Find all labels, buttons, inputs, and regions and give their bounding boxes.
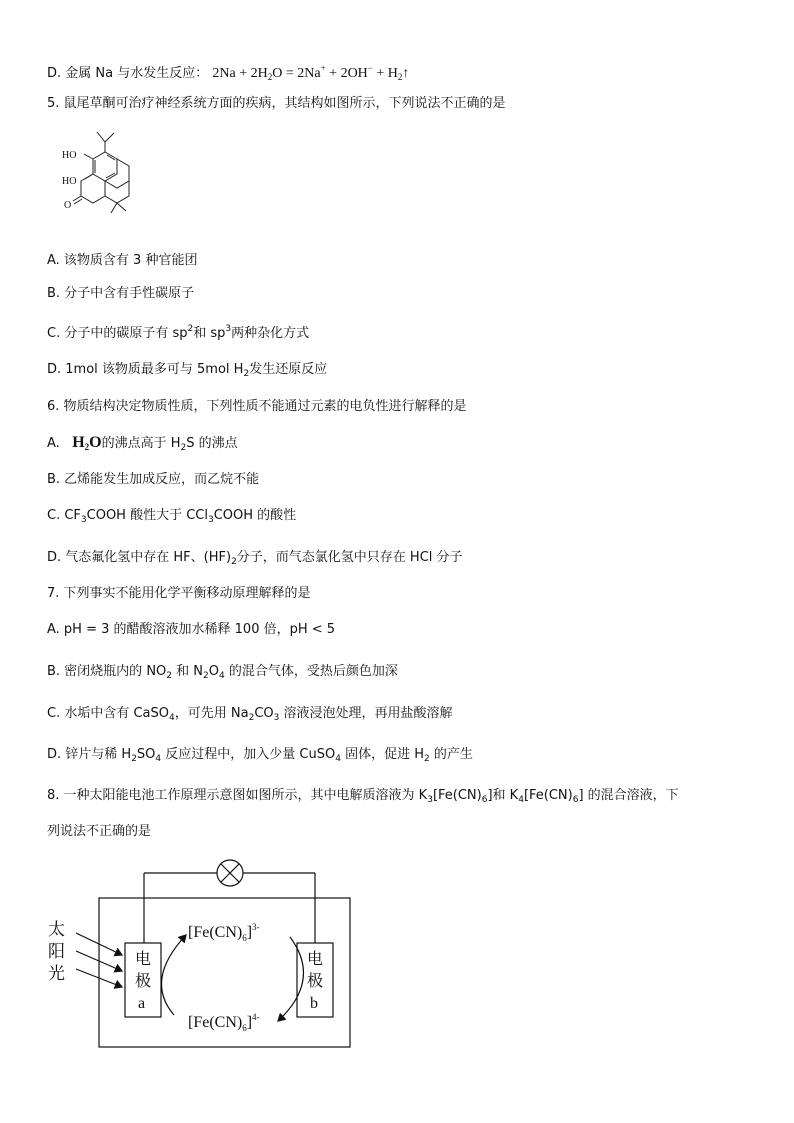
q5-stem: 5. 鼠尾草酮可治疗神经系统方面的疾病，其结构如图所示，下列说法不正确的是 (47, 96, 506, 111)
solar-cell-diagram (40, 855, 360, 1055)
q5-option-b: B. 分子中含有手性碳原子 (47, 286, 195, 301)
ho-label-1: HO (62, 150, 77, 161)
ion-charge: 4- (252, 1012, 260, 1022)
ho-label-2: HO (62, 176, 77, 187)
electrode-a-char-2: 极 (135, 973, 152, 990)
q7-option-a: A. pH = 3 的醋酸溶液加水稀释 100 倍，pH < 5 (47, 622, 336, 637)
oxidation-arc (162, 935, 187, 1015)
q6-option-c: C. $CF_3COOH$ 酸性大于 CCl$_3$COOH 的酸性 (47, 508, 297, 525)
q4-option-d (47, 58, 409, 87)
electrode-a-char-1: 电 (135, 951, 152, 968)
option-label: D. (47, 66, 62, 81)
electrode-b-char-1: 电 (307, 951, 324, 968)
reduction-arc (278, 937, 303, 1021)
electrode-b-char-2: 极 (307, 973, 324, 990)
q7-option-b: B. 密闭烧瓶内的 $NO_2$ 和 $N_2O_4$ 的混合气体，受热后颜色加深 (47, 664, 398, 681)
q5-option-d: D. 1mol 该物质最多可与 5mol $H_2$发生还原反应 (47, 362, 328, 379)
q7-option-d: D. 锌片与稀 $H_2SO_4$ 反应过程中，加入少量 CuSO$_4$ 固体，促进 $H_2$ 的产生 (47, 747, 473, 764)
sunlight-char-3: 光 (48, 964, 65, 983)
electrode-b-char-3: b (310, 995, 318, 1012)
q8-stem-line1: 8. 一种太阳能电池工作原理示意图如图所示，其中电解质溶液为 $K_3[Fe(CN)_6]$和 $K_4[Fe(CN)_6]$ 的混合溶液，下 (47, 788, 679, 805)
sunlight-char-1: 太 (48, 920, 65, 939)
sunlight-char-2: 阳 (48, 942, 65, 961)
q8-stem-line2: 列说法不正确的是 (47, 824, 152, 839)
ion-charge: 3- (252, 922, 260, 932)
reaction-equation: $2Na + 2H_2O = 2Na^+ + 2OH^-$ + $H_2↑$ (212, 63, 410, 82)
ferrocyanide-label: $[Fe(CN)_6]^{4-}$ (188, 1012, 260, 1033)
q5-option-c: C. 分子中的碳原子有 $sp^2$和 $sp^3$两种杂化方式 (47, 324, 310, 341)
electrode-a-char-3: a (138, 995, 146, 1012)
q6-option-d: D. 气态氟化氢中存在 HF、$(HF)_2$分子，而气态氯化氢中只存在 HCl 分子 (47, 550, 463, 567)
q6-option-a: A. $H_2O$的沸点高于 $H_2S$ 的沸点 (47, 434, 238, 453)
q5-option-a: A. 该物质含有 3 种官能团 (47, 253, 198, 268)
salvia-ketone-structure (60, 124, 160, 246)
oxo-label: O (64, 200, 72, 211)
q7-stem: 7. 下列事实不能用化学平衡移动原理解释的是 (47, 586, 311, 601)
q7-option-c: C. 水垢中含有 CaSO$_4$，可先用 $Na_2CO_3$ 溶液浸泡处理，再用盐酸溶解 (47, 706, 453, 723)
q6-stem: 6. 物质结构决定物质性质，下列性质不能通过元素的电负性进行解释的是 (47, 399, 467, 414)
ferricyanide-label: $[Fe(CN)_6]^{3-}$ (188, 922, 260, 943)
option-text: 金属 Na 与水发生反应： (65, 66, 209, 81)
q6-option-b: B. 乙烯能发生加成反应，而乙烷不能 (47, 472, 260, 487)
